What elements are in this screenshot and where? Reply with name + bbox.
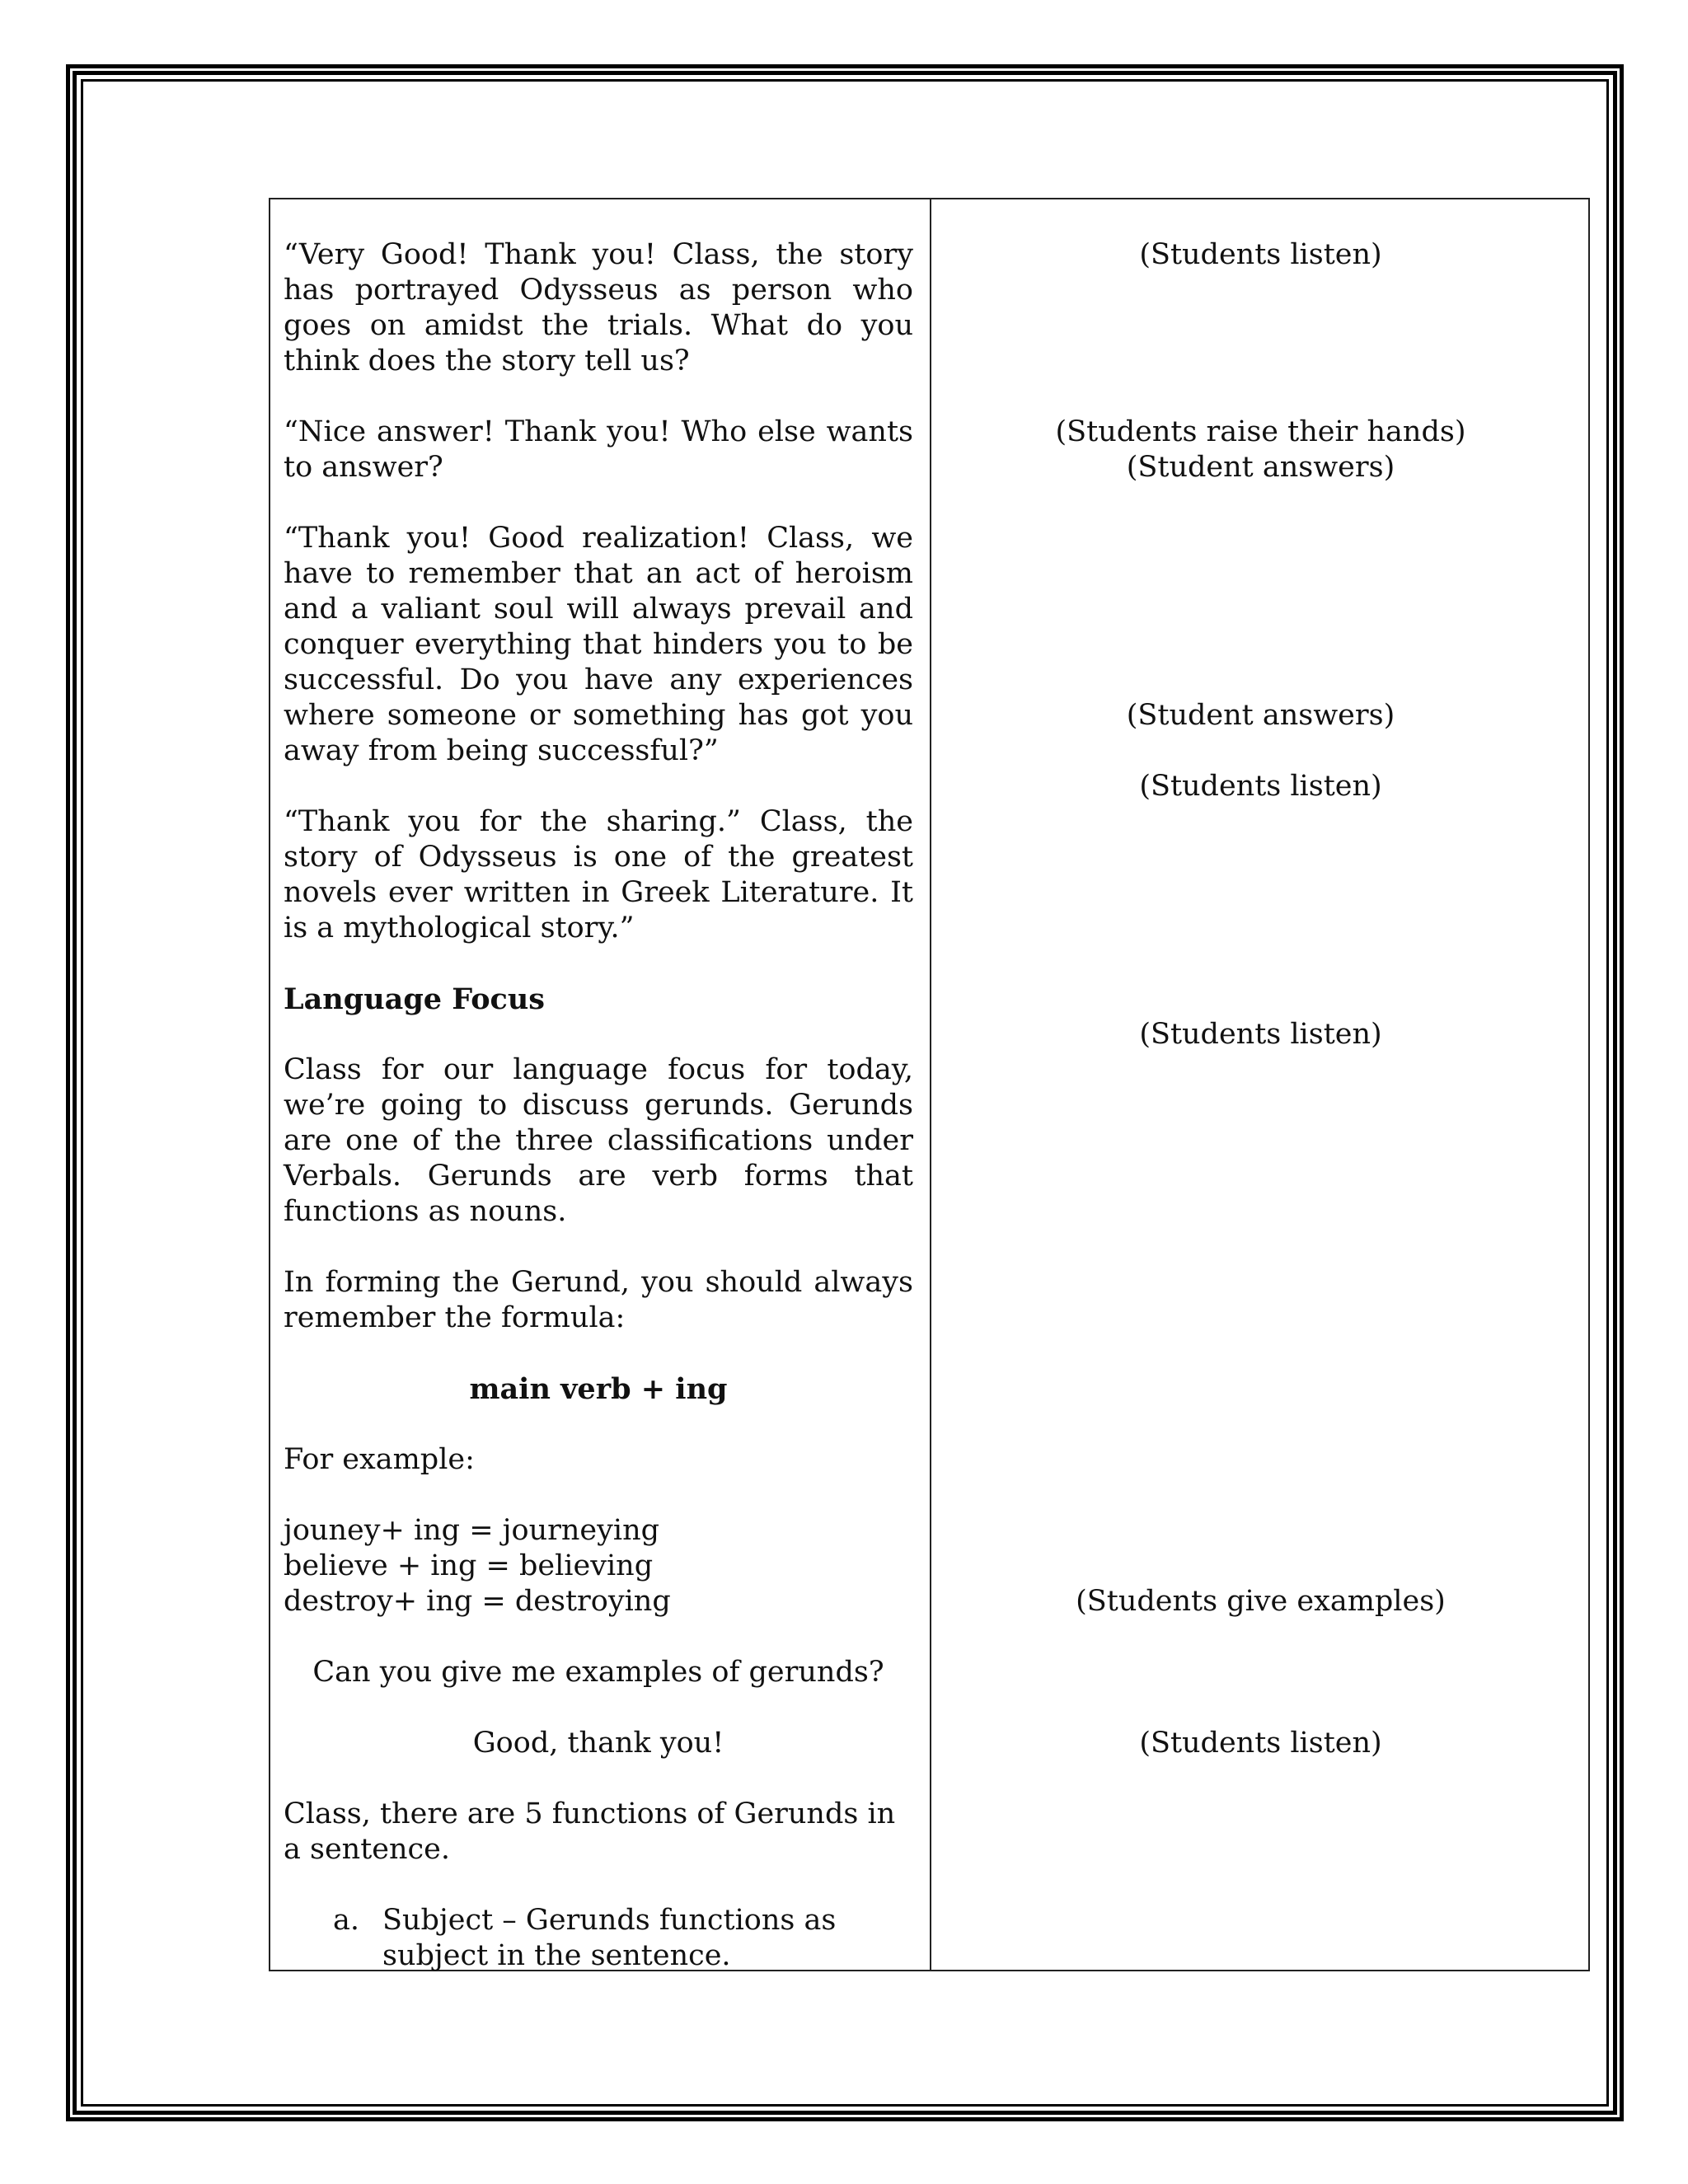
- list-item-text: Subject – Gerunds functions as subject in the sentence.: [382, 1904, 837, 1972]
- list-marker: a.: [333, 1904, 359, 1937]
- teacher-paragraph: Class for our language focus for today, we’re going to discuss gerunds. Gerunds are one of the three classifications under Verbals. Gerunds are verb forms that functions as nouns.: [284, 1053, 913, 1228]
- example-line: destroy+ ing = destroying: [284, 1585, 671, 1618]
- teacher-praise: Good, thank you!: [472, 1727, 724, 1760]
- student-response: (Students listen): [1139, 770, 1382, 803]
- student-response: (Students listen): [1139, 1018, 1382, 1051]
- example-line: jouney+ ing = journeying: [284, 1514, 660, 1547]
- student-response: (Student answers): [1126, 699, 1395, 732]
- teacher-paragraph: “Nice answer! Thank you! Who else wants to answer?: [284, 415, 913, 484]
- teacher-paragraph: “Very Good! Thank you! Class, the story has portrayed Odysseus as person who goes on amidst the trials. What do you think does the story tell us?: [284, 238, 913, 377]
- example-line: believe + ing = believing: [284, 1549, 654, 1582]
- teacher-paragraph: Class, there are 5 functions of Gerunds in a sentence.: [284, 1797, 896, 1866]
- student-activity-column: [933, 199, 1588, 1970]
- student-response: (Students raise their hands): [1055, 415, 1466, 448]
- example-list: [284, 1513, 913, 1619]
- student-response: (Students listen): [1139, 1727, 1382, 1760]
- student-response: (Students listen): [1139, 238, 1382, 271]
- section-heading: Language Focus: [284, 982, 545, 1016]
- teacher-paragraph: “Thank you! Good realization! Class, we have to remember that an act of heroism and a valiant soul will always prevail and conquer everything that hinders you to be successful. Do you have any experiences where someone or something has got you away from being successful?”: [284, 522, 913, 767]
- student-response: (Students give examples): [1076, 1585, 1446, 1618]
- column-divider: [930, 199, 931, 1970]
- gerund-formula: main verb + ing: [469, 1372, 728, 1406]
- teacher-activity-column: [284, 237, 913, 1974]
- teacher-paragraph: In forming the Gerund, you should always remember the formula:: [284, 1266, 913, 1334]
- lesson-table: [269, 198, 1590, 1971]
- example-intro: For example:: [284, 1443, 475, 1476]
- teacher-paragraph: “Thank you for the sharing.” Class, the story of Odysseus is one of the greatest novels ever written in Greek Literature. It is a mythological story.”: [284, 805, 913, 944]
- teacher-question: Can you give me examples of gerunds?: [312, 1656, 884, 1689]
- function-list-item: [284, 1903, 913, 1974]
- student-response: (Student answers): [1126, 451, 1395, 484]
